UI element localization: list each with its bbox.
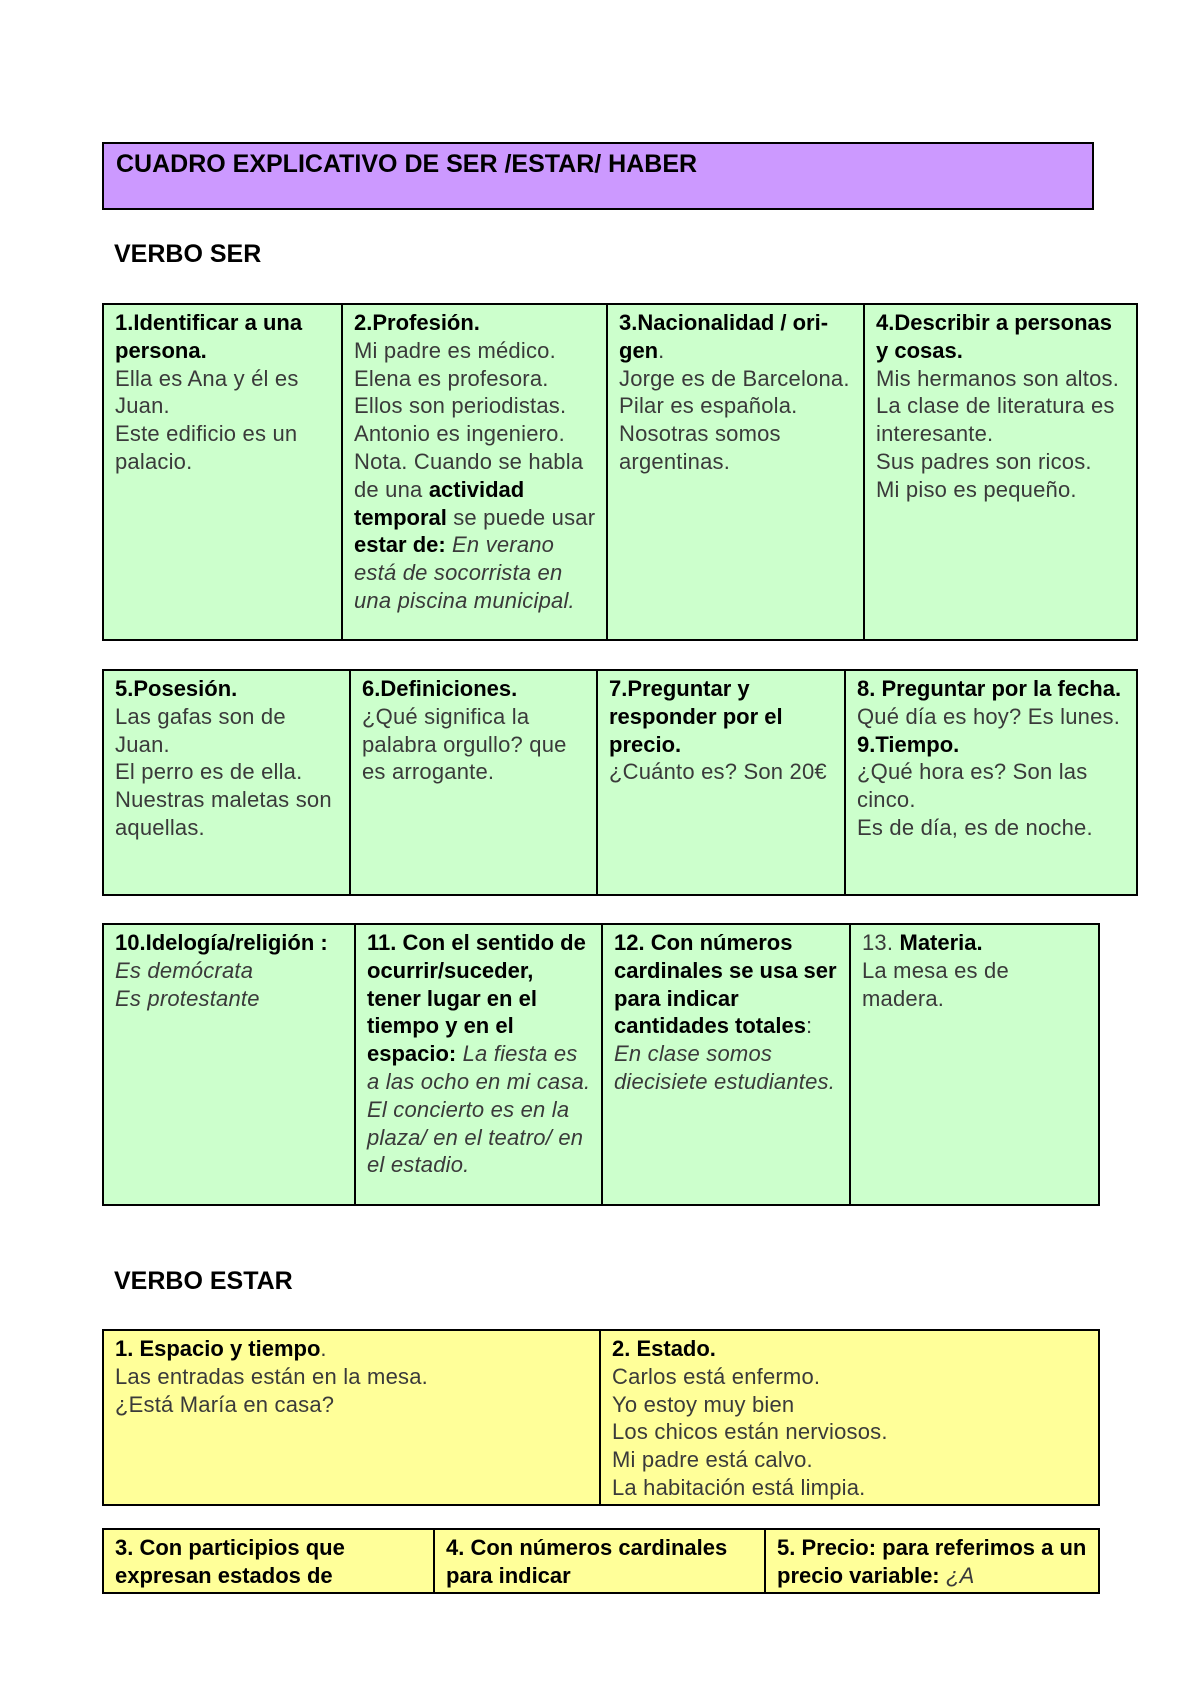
ser-cell-ideologia (103, 924, 355, 1205)
example-text: Nosotras somos argentinas. (619, 421, 781, 474)
cell-heading: 12. Con números cardinales se usa ser para indicar cantidades totales: (614, 930, 837, 1039)
example-text: Las gafas son de Juan. (115, 703, 286, 757)
example-text: ¿Qué significa la palabra orgullo? que es arrogante. (362, 703, 567, 785)
cell-heading: 4.Describir a personas y cosas. (876, 310, 1113, 363)
cell-heading: 2.Profesión. (354, 310, 480, 335)
example-text: Nuestras maletas son aquellas. (115, 787, 332, 840)
section-heading-ser: VERBO SER (114, 240, 262, 268)
estar-table-2 (102, 1528, 1100, 1594)
cell-heading: 3. Con participios que expresan estados de (115, 1535, 345, 1588)
example-text: Es protestante (115, 985, 260, 1011)
example-text: La clase de literatura es interesante. (876, 393, 1115, 447)
estar-cell-participios (103, 1529, 434, 1593)
cell-heading: 5.Posesión. (115, 676, 238, 701)
cell-heading: 7.Preguntar y responder por el precio. (609, 676, 783, 757)
ser-cell-nacionalidad (607, 304, 864, 640)
ser-cell-posesion (103, 670, 350, 895)
ser-cell-describir (864, 304, 1137, 640)
ser-cell-materia (850, 924, 1099, 1205)
example-text: Jorge es de Barcelona. (619, 365, 850, 391)
ser-cell-definiciones (350, 670, 597, 895)
example-text: Pilar es española. (619, 393, 798, 419)
ser-cell-ocurrir (355, 924, 602, 1205)
section-heading-estar: VERBO ESTAR (114, 1267, 293, 1295)
ser-cell-numeros (602, 924, 850, 1205)
estar-cell-estado (600, 1330, 1099, 1505)
example-text: Los chicos están nerviosos. (612, 1419, 888, 1445)
example-text: ¿Qué hora es? Son las cinco. (857, 759, 1088, 813)
cell-heading: 9.Tiempo. (857, 731, 960, 757)
cell-heading: 11. Con el sentido de ocurrir/suceder, tener lugar en el tiempo y en el espacio: La fiesta es a las ocho en mi casa. (367, 930, 591, 1094)
example-text: Antonio es ingeniero. (354, 421, 565, 447)
cell-heading: 5. Precio: para referimos a un precio variable: ¿A (777, 1535, 1087, 1588)
ser-table-3 (102, 923, 1100, 1206)
cell-heading: 10.Idelogía/religión : Es demócrata (115, 930, 328, 983)
example-text: Elena es profesora. (354, 365, 549, 391)
estar-table-1 (102, 1329, 1100, 1506)
example-text: En clase somos diecisiete estudiantes. (614, 1041, 836, 1094)
example-text: Mi padre está calvo. (612, 1447, 813, 1473)
ser-table-2 (102, 669, 1138, 896)
example-text: Ella es Ana y él es Juan. (115, 365, 299, 419)
estar-cell-espacio-tiempo (103, 1330, 600, 1505)
ser-cell-fecha-tiempo (845, 670, 1137, 895)
example-text: Este edificio es un palacio. (115, 421, 298, 474)
ser-table-1 (102, 303, 1138, 641)
ser-cell-precio (597, 670, 845, 895)
example-text: La habitación está limpia. (612, 1474, 866, 1500)
page-title: CUADRO EXPLICATIVO DE SER /ESTAR/ HABER (102, 142, 1094, 210)
cell-heading: 8. Preguntar por la fecha. (857, 676, 1122, 701)
example-text: ¿Está María en casa? (115, 1391, 335, 1417)
example-text: ¿Cuánto es? Son 20€ (609, 759, 827, 785)
example-text: El perro es de ella. (115, 759, 303, 785)
ser-cell-profesion (342, 304, 607, 640)
cell-heading: 4. Con números cardinales para indicar (446, 1535, 728, 1588)
ser-cell-identificar (103, 304, 342, 640)
estar-cell-cardinales (434, 1529, 765, 1593)
example-text: El concierto es en la plaza/ en el teatro/ en el estadio. (367, 1096, 584, 1178)
example-text: Ellos son periodistas. (354, 393, 567, 419)
cell-heading: 1. Espacio y tiempo. (115, 1336, 327, 1361)
example-text: Carlos está enfermo. (612, 1363, 821, 1389)
cell-heading: 2. Estado. (612, 1336, 716, 1361)
example-text: Qué día es hoy? Es lunes. (857, 703, 1121, 729)
cell-heading: 6.Definiciones. (362, 676, 518, 701)
estar-cell-precio (765, 1529, 1099, 1593)
example-text: La mesa es de madera. (862, 957, 1009, 1011)
cell-heading: 1.Identificar a una persona. (115, 310, 303, 363)
cell-heading: 3.Nacionalidad / ori-gen. (619, 310, 829, 363)
example-text: Mi padre es médico. (354, 337, 556, 363)
example-text: Es de día, es de noche. (857, 814, 1093, 840)
cell-heading: 13. Materia. (862, 930, 983, 955)
example-text: Mis hermanos son altos. (876, 365, 1120, 391)
example-text: Sus padres son ricos. (876, 448, 1092, 474)
example-text: Mi piso es pequeño. (876, 476, 1077, 502)
example-text: Las entradas están en la mesa. (115, 1363, 428, 1389)
example-text: Yo estoy muy bien (612, 1391, 795, 1417)
note-text: Nota. Cuando se habla de una actividad temporal se puede usar estar de: En verano está de socorrista en una piscina municipal. (354, 448, 596, 613)
